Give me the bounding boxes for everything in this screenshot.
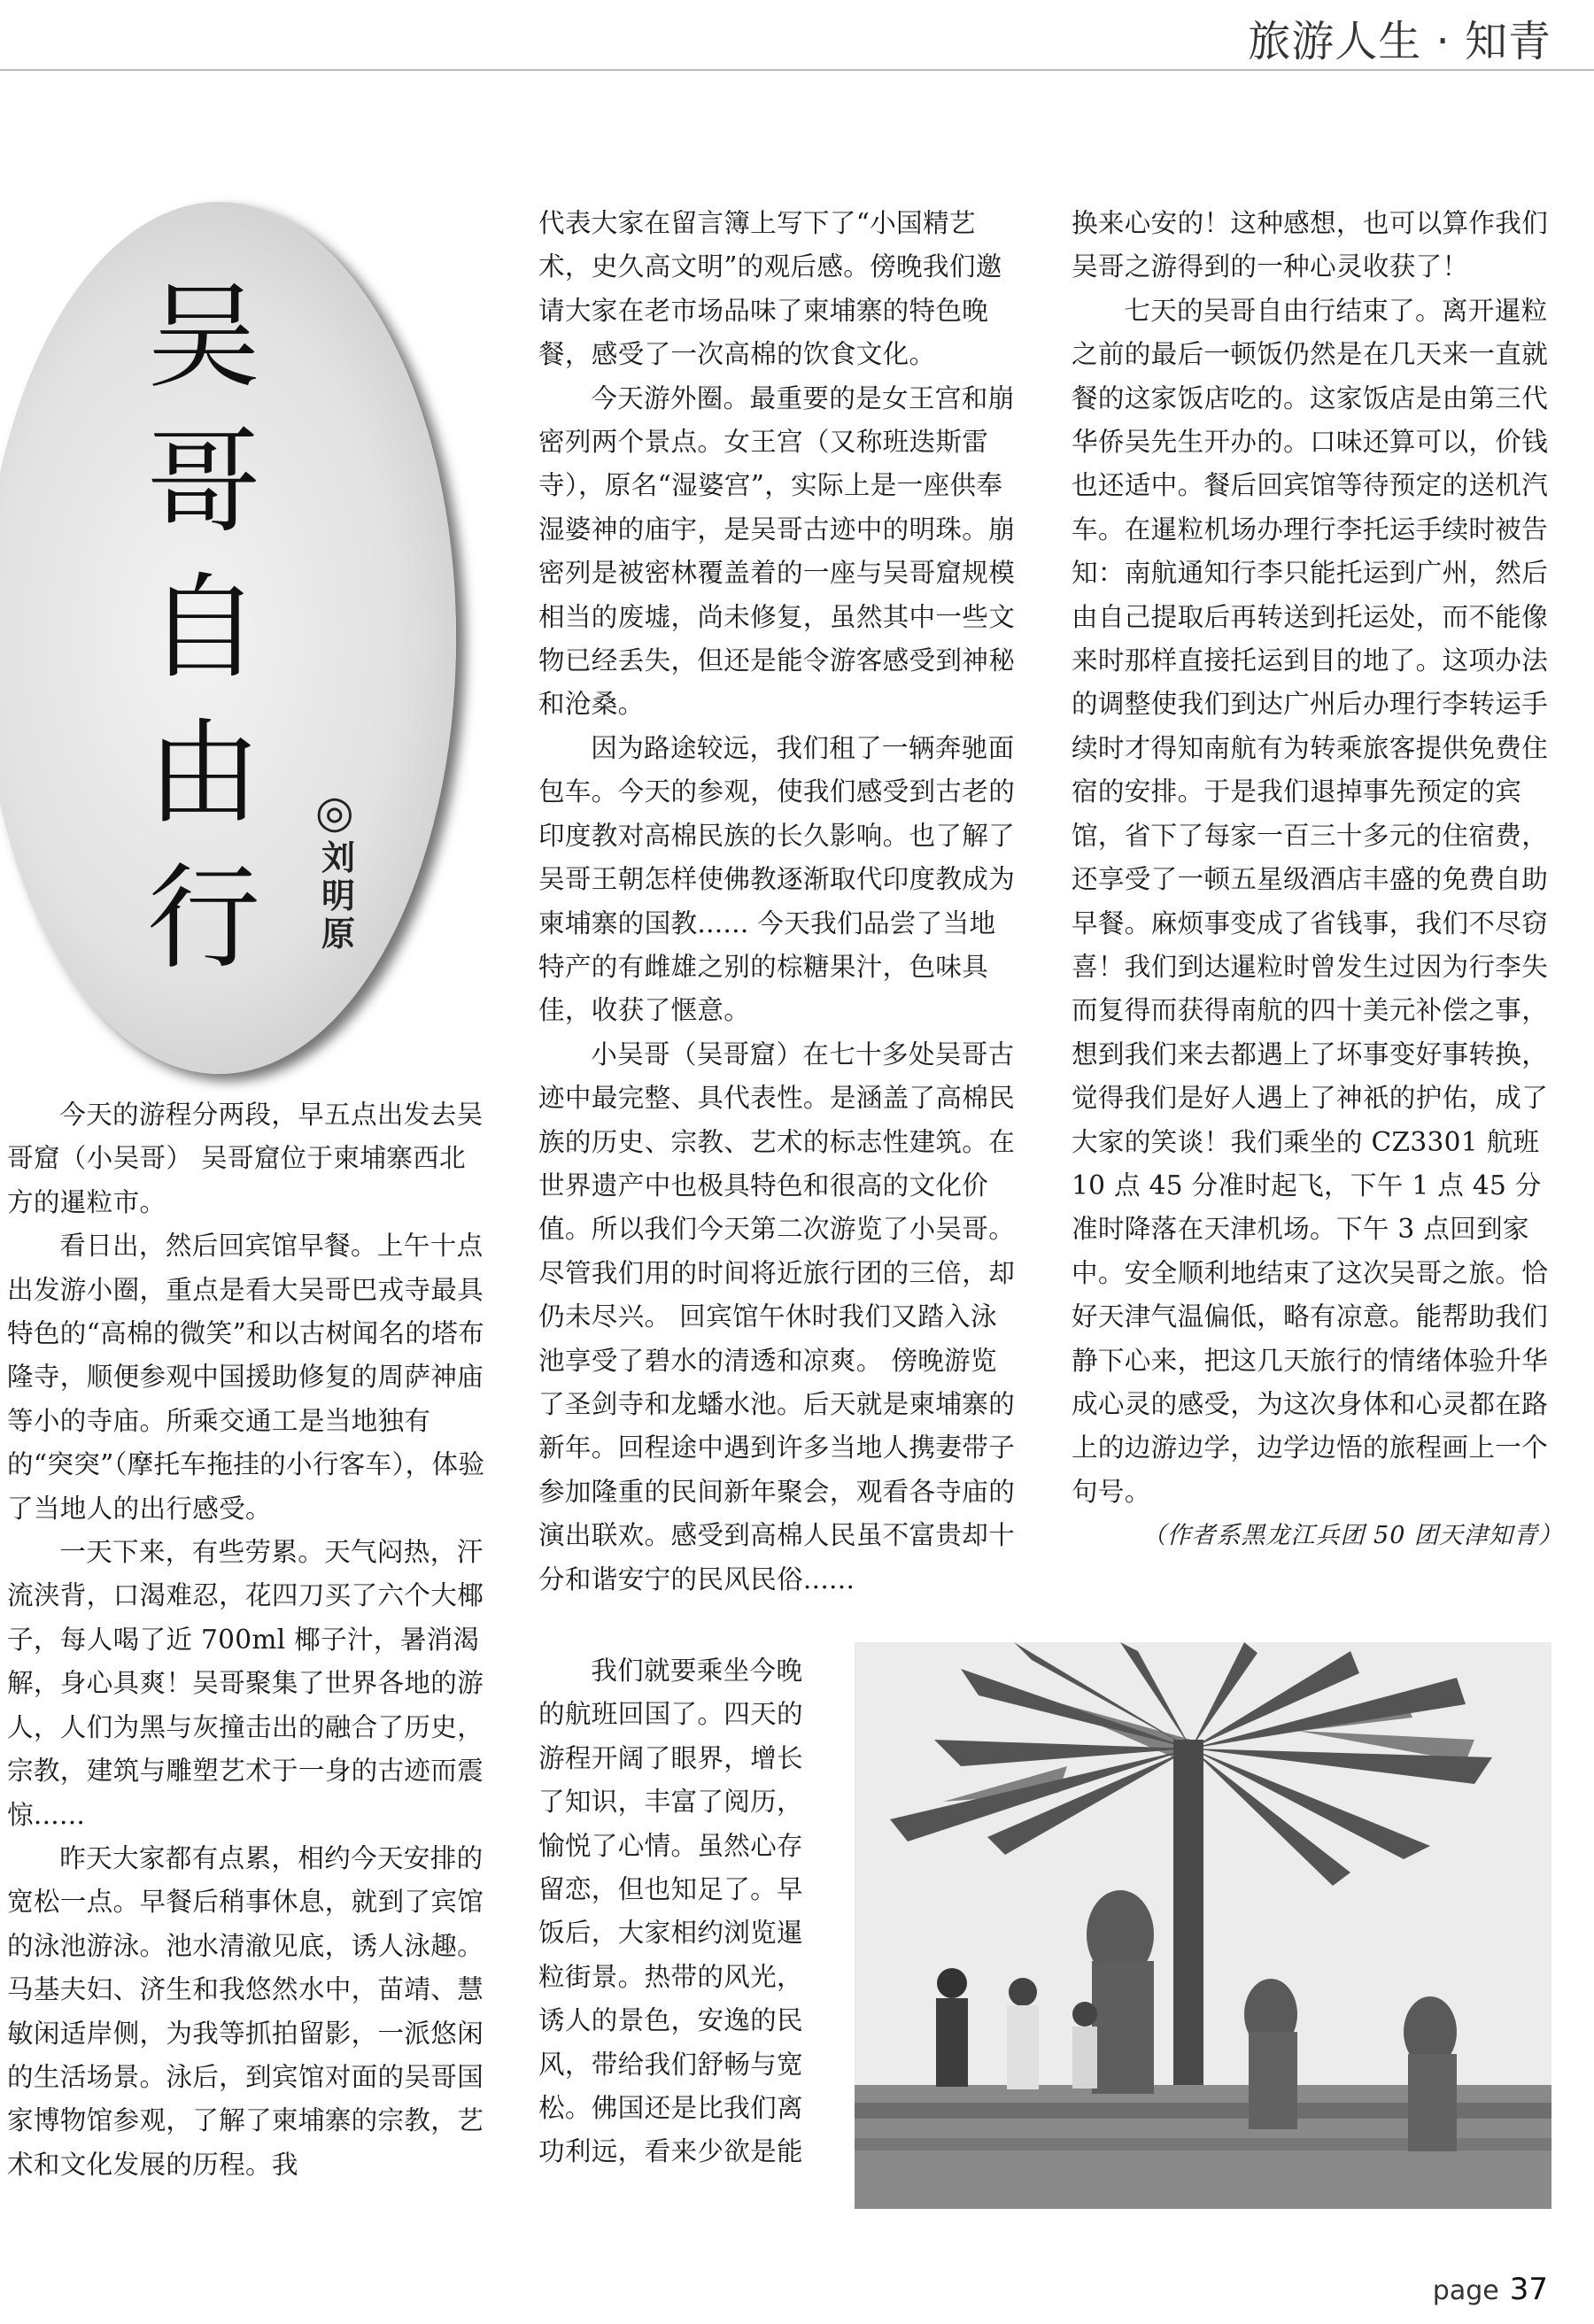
temple-photo — [855, 1642, 1551, 2209]
paragraph: 今天的游程分两段，早五点出发去吴哥窟（小吴哥） 吴哥窟位于柬埔寨西北方的暹粒市。 — [7, 1100, 484, 1217]
paragraph: 昨天大家都有点累，相约今天安排的宽松一点。早餐后稍事休息，就到了宾馆的泳池游泳。池水清澈见底，诱人泳趣。马基夫妇、济生和我悠然水中，苗靖、慧敏闲适岸侧，为我等抓拍留影，一派悠闲的生活场景。泳后，到宾馆对面的吴哥国家博物馆参观，了解了柬埔寨的宗教，艺术和文化发展的历程。我 — [7, 1842, 484, 2180]
author-mark: ◎ — [315, 786, 354, 838]
page-footer — [1433, 2272, 1548, 2307]
paragraph: 今天游外圈。最重要的是女王宫和崩密列两个景点。女王宫（又称班迭斯雷寺），原名“湿婆宫”，实际上是一座供奉湿婆神的庙宇，是吴哥古迹中的明珠。崩密列是被密林覆盖着的一座与吴哥窟规模相当的废墟，尚未修复，虽然其中一些文物已经丢失，但还是能令游客感受到神秘和沧桑。 — [538, 382, 1016, 720]
paragraph: 七天的吴哥自由行结束了。离开暹粒之前的最后一顿饭仍然是在几天来一直就餐的这家饭店吃的。这家饭店是由第三代华侨吴先生开办的。口味还算可以，价钱也还适中。餐后回宾馆等待预定的送机汽车。在暹粒机场办理行李托运手续时被告知：南航通知行李只能托运到广州，然后由自己提取后再转送到托运处，而不能像来时那样直接托运到目的地了。这项办法的调整使我们到达广州后办理行李转运手续时才得知南航有为转乘旅客提供免费住宿的安排。于是我们退掉事先预定的宾馆，省下了每家一百三十多元的住宿费，还享受了一顿五星级酒店丰盛的免费自助早餐。麻烦事变成了省钱事，我们不尽窃喜！我们到达暹粒时曾发生过因为行李失而复得而获得南航的四十美元补偿之事，想到我们来去都遇上了坏事变好事转换，觉得我们是好人遇上了神祇的护佑，成了大家的笑谈！我们乘坐的 CZ3301 航班 10 点 45 分准时起飞，下午 1 点 45 分准时降落在天津机场。下午 3 点回到家中。安全顺利地结束了这次吴哥之旅。恰好天津气温偏低，略有凉意。能帮助我们静下心来，把这几天旅行的情绪体验升华成心灵的感受，为这次身体和心灵都在路上的边游边学，边学边悟的旅程画上一个句号。 — [1072, 295, 1549, 1507]
header-rule — [0, 69, 1594, 71]
column-2-continued — [538, 1649, 817, 2174]
temple-photo-illustration — [855, 1642, 1551, 2209]
article-title: 吴哥自由行 — [146, 272, 260, 984]
paragraph: 小吴哥（吴哥窟）在七十多处吴哥古迹中最完整、具代表性。是涵盖了高棉民族的历史、宗教、艺术的标志性建筑。在世界遗产中也极具特色和很高的文化价值。所以我们今天第二次游览了小吴哥。尽管我们用的时间将近旅行团的三倍，却仍未尽兴。 回宾馆午休时我们又踏入泳池享受了碧水的清透和凉爽。 傍晚游览了圣剑寺和龙蟠水池。后天就是柬埔寨的新年。回程途中遇到许多当地人携妻带子参加隆重的民间新年聚会，观看各寺庙的演出联欢。感受到高棉人民虽不富贵却十分和谐安宁的民风民俗...... — [538, 1038, 1016, 1594]
page-label: page — [1432, 2275, 1499, 2306]
paragraph: 代表大家在留言簿上写下了“小国精艺术，史久高文明”的观后感。傍晚我们邀请大家在老市场品味了柬埔寨的特色晚餐，感受了一次高棉的饮食文化。 — [538, 208, 1002, 370]
paragraph: 一天下来，有些劳累。天气闷热，汗流浃背，口渴难忍，花四刀买了六个大椰子，每人喝了近 700ml 椰子汁，暑消渴解，身心具爽！吴哥聚集了世界各地的游人，人们为黑与灰撞击出的融合了历史，宗教，建筑与雕塑艺术于一身的古迹而震惊...... — [7, 1537, 484, 1830]
section-header: 旅游人生 · 知青 — [1248, 17, 1551, 66]
paragraph: 看日出，然后回宾馆早餐。上午十点出发游小圈，重点是看大吴哥巴戎寺最具特色的“高棉的微笑”和以古树闻名的塔布隆寺，顺便参观中国援助修复的周萨神庙等小的寺庙。所乘交通工是当地独有的“突突”（摩托车拖挂的小行客车），体验了当地人的出行感受。 — [7, 1231, 485, 1524]
paragraph: 换来心安的！这种感想，也可以算作我们吴哥之游得到的一种心灵收获了！ — [1072, 208, 1549, 282]
paragraph: 因为路途较远，我们租了一辆奔驰面包车。今天的参观，使我们感受到古老的印度教对高棉民族的长久影响。也了解了吴哥王朝怎样使佛教逐渐取代印度教成为柬埔寨的国教...... 今天我们品尝了当地特产的有雌雄之别的棕糖果汁，色味具佳，收获了惬意。 — [538, 732, 1016, 1026]
paragraph: 我们就要乘坐今晚的航班回国了。四天的游程开阔了眼界，增长了知识，丰富了阅历，愉悦了心情。虽然心存留恋，但也知足了。早饭后，大家相约浏览暹粒街景。热带的风光，诱人的景色，安逸的民风，带给我们舒畅与宽松。佛国还是比我们离功利远，看来少欲是能 — [538, 1656, 803, 2167]
column-1 — [7, 1093, 490, 2187]
author-name: 刘明原 — [321, 838, 355, 954]
column-2 — [538, 202, 1021, 1602]
page-number: 37 — [1509, 2272, 1548, 2307]
author-note: （作者系黑龙江兵团 50 团天津知青） — [1141, 1522, 1563, 1550]
column-3 — [1072, 202, 1563, 1558]
